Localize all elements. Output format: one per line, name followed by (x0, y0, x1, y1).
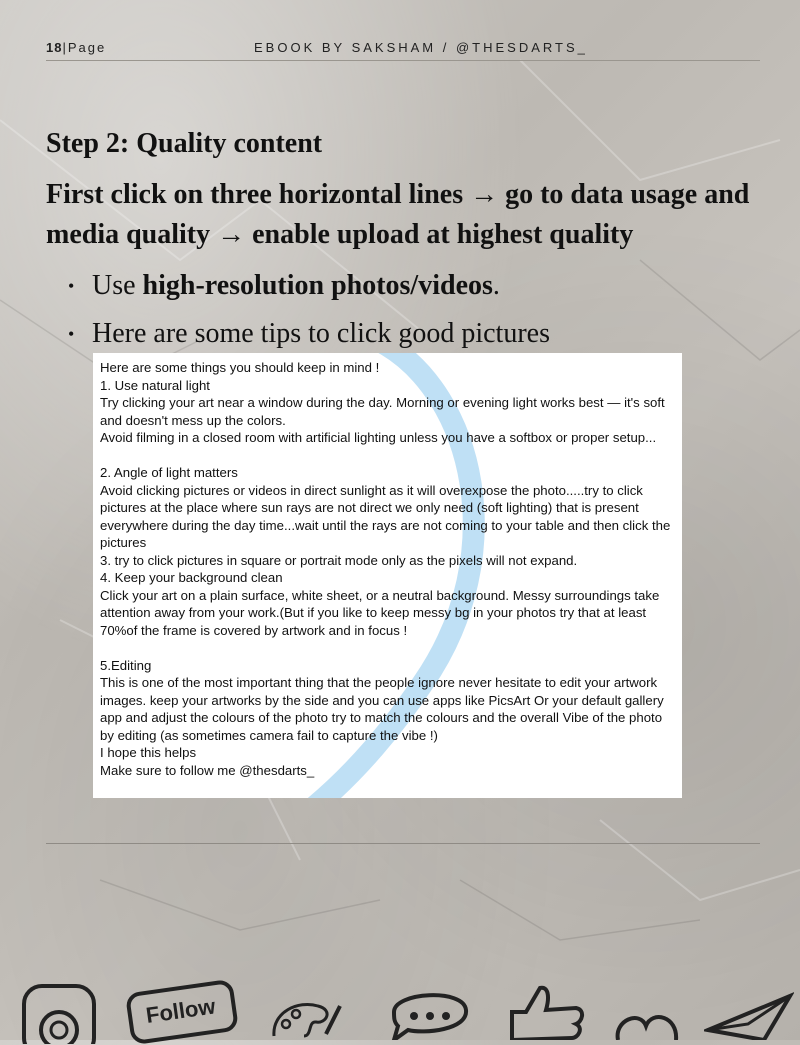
tips-line: Make sure to follow me @thesdarts_ (100, 762, 315, 778)
footer-divider (46, 843, 760, 844)
follow-label: Follow (144, 993, 217, 1028)
follow-icon (125, 979, 239, 1045)
bullet-item: • Here are some tips to click good pictures (68, 318, 550, 349)
heart-icon (612, 1000, 682, 1040)
page-number: 18|Page (46, 40, 107, 55)
book-title: EBOOK BY SAKSHAM / @THESDARTS_ (254, 40, 588, 55)
step-title: Step 2: Quality content (46, 128, 323, 159)
tips-line: Avoid clicking pictures or videos in direct sunlight as it will overexpose the photo.....try to click pictures at the place where sun rays are not direct we only need (soft lighting) that is present everywhere during the day time...wait until the rays are not coming to your table and then click the pictures (100, 482, 671, 550)
tips-line: 2. Angle of light matters (100, 465, 238, 480)
thumbs-up-icon (506, 982, 596, 1040)
tips-line: 1. Use natural light (100, 377, 210, 393)
palette-icon (268, 996, 342, 1040)
tips-text (93, 353, 682, 779)
tips-line: Here are some things you should keep in mind ! (100, 360, 380, 375)
tips-line: Try clicking your art near a window during the day. Morning or evening light works best — it's soft and doesn't mess up the colors. (100, 395, 665, 428)
tips-line: Click your art on a plain surface, white sheet, or a neutral background. Messy surroundings take attention away from your work.(But if you like to keep messy bg in your photos try that at least 70%of the frame is covered by artwork and in focus ! (100, 587, 660, 638)
tips-screenshot (93, 353, 682, 798)
page-header (46, 38, 760, 60)
send-icon (704, 990, 794, 1040)
camera-icon (18, 980, 100, 1044)
tips-line: 5.Editing (100, 657, 152, 673)
tips-line: This is one of the most important thing that the people ignore never hesitate to edit your artwork images. keep your artworks by the side and you can use apps like PicsArt Or your default gallery app and adjust the colours of the photo try to match the colours and the overall Vibe of the photo by editing (as sometimes camera fail to capture the vibe !) (100, 675, 664, 743)
tips-line: I hope this helps (100, 745, 197, 760)
bullet-list (60, 262, 550, 358)
social-icons-row (0, 960, 800, 1040)
chat-bubble-icon (384, 982, 474, 1040)
tips-line: Avoid filming in a closed room with artificial lighting unless you have a softbox or proper setup... (100, 430, 657, 445)
tips-line: 4. Keep your background clean (100, 570, 283, 585)
bullet-item: • Use high-resolution photos/videos. (68, 270, 500, 301)
header-divider (46, 60, 760, 61)
instruction-text: First click on three horizontal lines → go to data usage and media quality → enable upload at highest quality (46, 179, 750, 250)
tips-line: 3. try to click pictures in square or portrait mode only as the pixels will not expand. (100, 552, 578, 568)
